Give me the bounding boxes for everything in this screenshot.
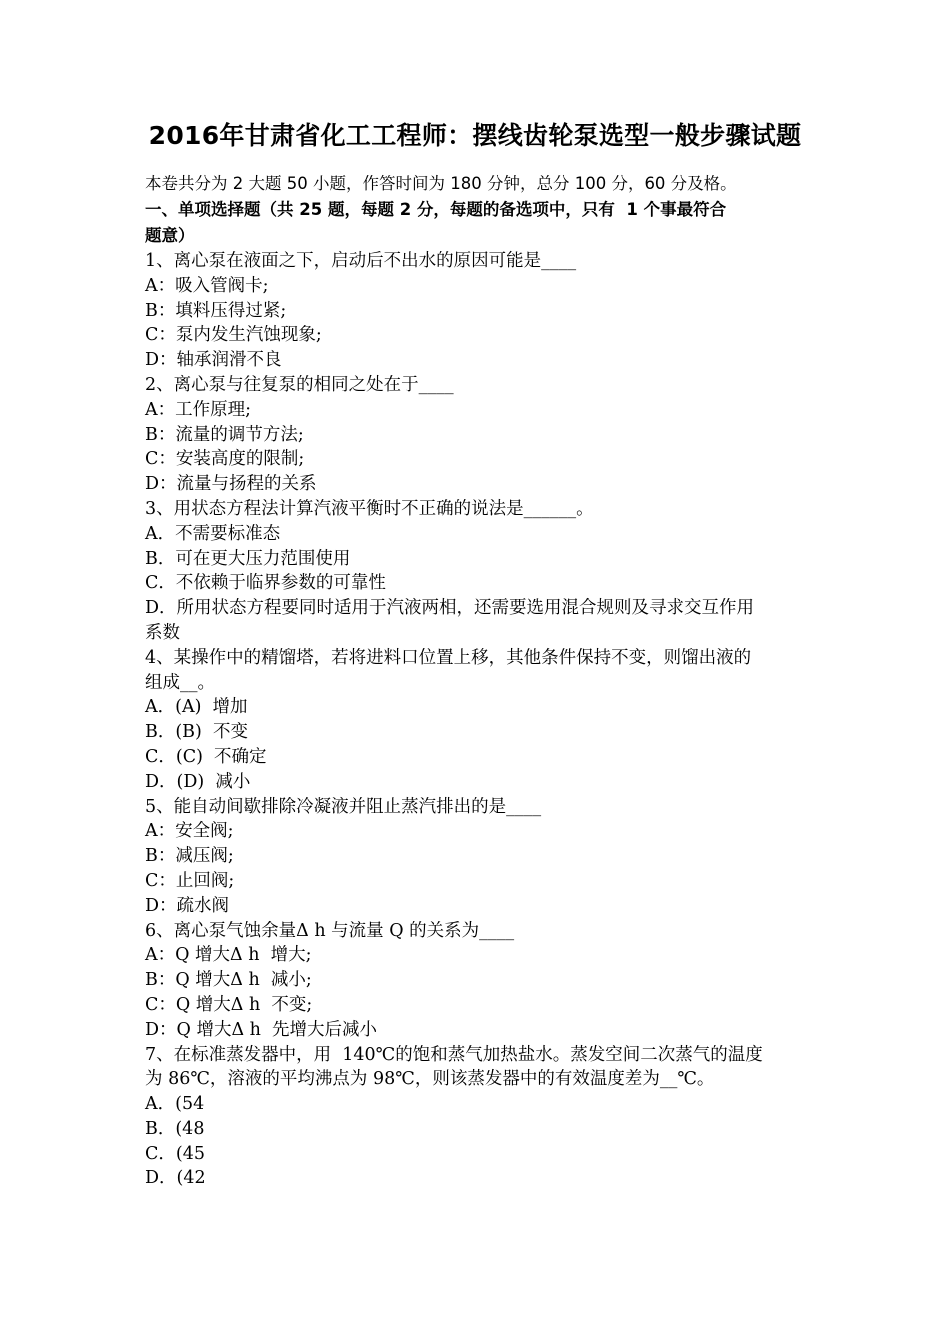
question-option: B：填料压得过紧; — [145, 300, 287, 321]
question-stem: 7、在标准蒸发器中，用 140℃的饱和蒸气加热盐水。蒸发空间二次蒸气的温度 — [145, 1044, 763, 1065]
question-option: A．不需要标准态 — [145, 523, 281, 544]
question-option: C．(45 — [145, 1143, 205, 1164]
question-option: B：减压阀; — [145, 846, 234, 867]
question-option: D．(42 — [145, 1168, 206, 1189]
question-option: C：安装高度的限制; — [145, 449, 305, 470]
question-stem: 6、离心泵气蚀余量Δ h 与流量 Q 的关系为____ — [145, 920, 515, 941]
question-option: B．可在更大压力范围使用 — [145, 548, 351, 569]
question-4 — [145, 646, 810, 795]
question-stem: 5、能自动间歇排除冷凝液并阻止蒸汽排出的是____ — [145, 796, 542, 817]
question-option: A：安全阀; — [145, 821, 234, 842]
exam-intro: 本卷共分为 2 大题 50 小题，作答时间为 180 分钟，总分 100 分，60 分及格。 — [145, 174, 737, 193]
question-3 — [145, 497, 810, 646]
question-option: B：流量的调节方法; — [145, 424, 304, 445]
question-option: 系数 — [145, 622, 180, 643]
question-option: D：疏水阀 — [145, 895, 230, 916]
document-title: 2016年甘肃省化工工程师：摆线齿轮泵选型一般步骤试题 — [148, 121, 802, 150]
question-stem: 为 86℃，溶液的平均沸点为 98℃，则该蒸发器中的有效温度差为__℃。 — [145, 1069, 715, 1090]
question-option: A：吸入管阀卡; — [145, 275, 269, 296]
question-5 — [145, 795, 810, 919]
question-option: A：工作原理; — [145, 399, 252, 420]
question-option: B．(B) 不变 — [145, 722, 249, 743]
question-stem: 1、离心泵在液面之下，启动后不出水的原因可能是____ — [145, 251, 577, 271]
question-stem: 3、用状态方程法计算汽液平衡时不正确的说法是______。 — [145, 498, 594, 519]
question-2 — [145, 373, 810, 497]
question-option: C．不依赖于临界参数的可靠性 — [145, 573, 386, 594]
question-option: B．(48 — [145, 1118, 205, 1139]
question-option: A．(54 — [145, 1094, 205, 1115]
question-option: D：轴承润滑不良 — [145, 350, 282, 371]
section-heading-line-2: 题意） — [145, 226, 195, 245]
question-stem: 组成__。 — [145, 672, 215, 693]
question-option: A：Q 增大Δ h 增大; — [145, 945, 312, 966]
question-stem: 2、离心泵与往复泵的相同之处在于____ — [145, 374, 454, 395]
question-option: B：Q 增大Δ h 减小; — [145, 970, 312, 991]
question-option: C．(C) 不确定 — [145, 746, 267, 767]
question-7 — [145, 1043, 810, 1192]
question-list — [145, 249, 810, 1191]
document-body — [145, 171, 810, 1191]
question-option: D．所用状态方程要同时适用于汽液两相，还需要选用混合规则及寻求交互作用 — [145, 598, 755, 619]
question-option: D：Q 增大Δ h 先增大后减小 — [145, 1019, 378, 1040]
question-6 — [145, 919, 810, 1043]
question-option: C：Q 增大Δ h 不变; — [145, 994, 313, 1015]
question-option: C：泵内发生汽蚀现象; — [145, 325, 322, 346]
question-stem: 4、某操作中的精馏塔，若将进料口位置上移，其他条件保持不变，则馏出液的 — [145, 647, 752, 668]
question-option: D．(D) 减小 — [145, 771, 251, 792]
question-option: C：止回阀; — [145, 870, 235, 891]
question-1 — [145, 249, 810, 373]
question-option: A．(A) 增加 — [145, 697, 248, 718]
question-option: D：流量与扬程的关系 — [145, 474, 317, 495]
section-heading-line-1: 一、单项选择题（共 25 题，每题 2 分，每题的备选项中，只有 1 个事最符合 — [145, 200, 727, 219]
